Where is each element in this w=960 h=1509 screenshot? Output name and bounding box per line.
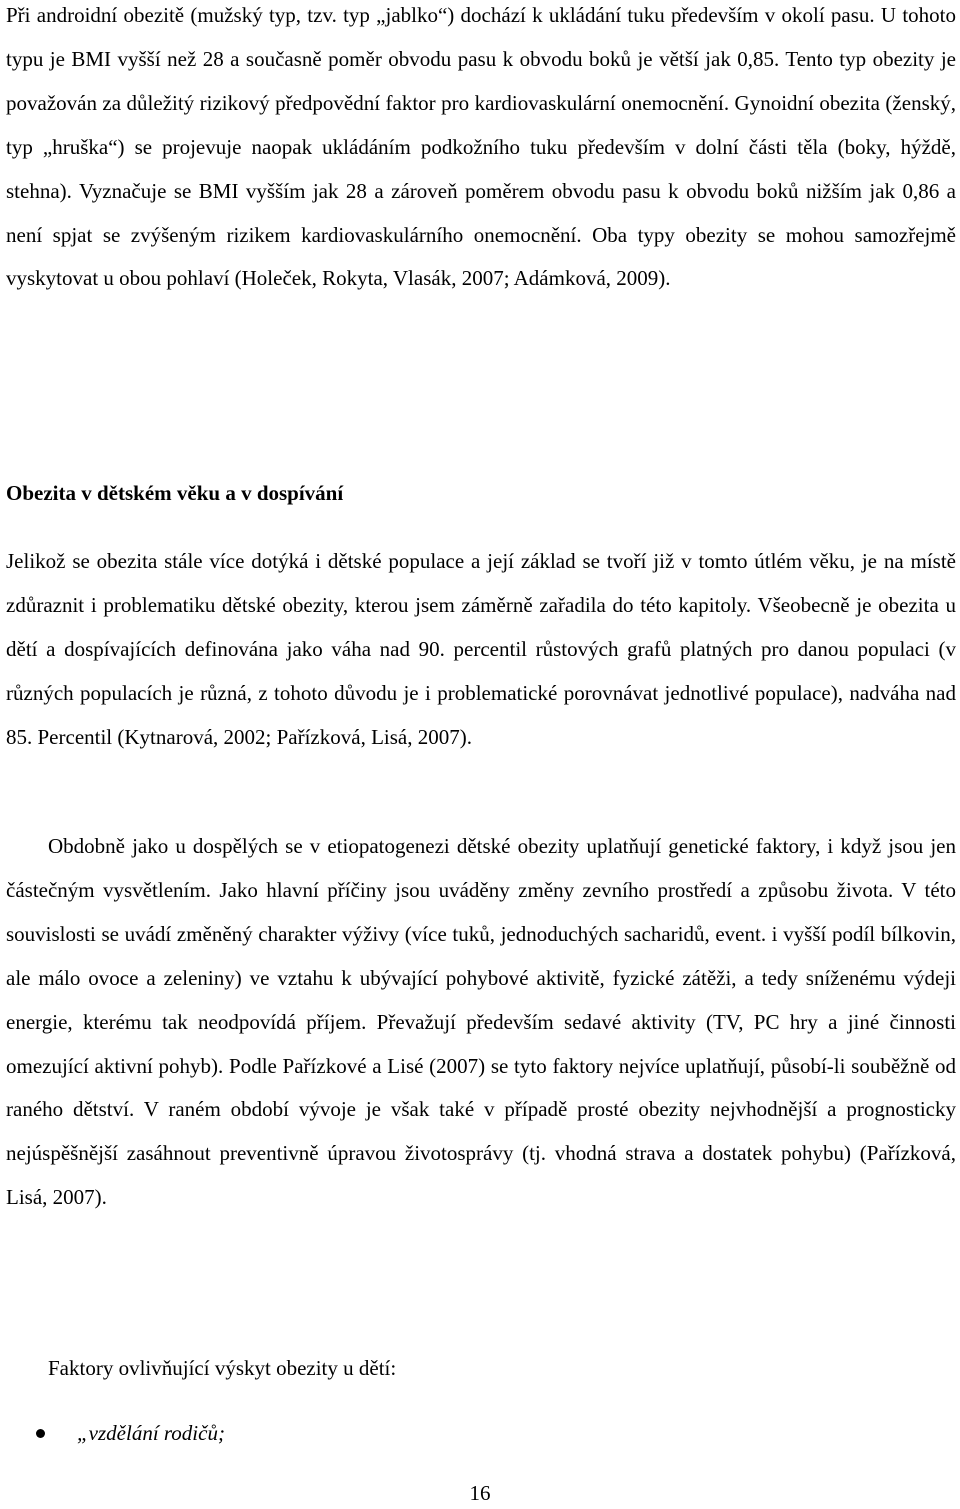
factors-intro: Faktory ovlivňující výskyt obezity u dětí: [48,1356,397,1380]
section-heading: Obezita v dětském věku a v dospívání [6,481,344,505]
page-number: 16 [469,1481,491,1505]
bullet-list-item [36,1413,225,1453]
paragraph-childhood-definition: Jelikož se obezita stále více dotýká i dětské populace a její základ se tvoří již v tomto útlém věku, je na místě zdůraznit i problematiku dětské obezity, kterou jsem záměrně zařadila do této kapitoly. Všeobecně je obezita u dětí a dospívajících definována jako váha nad 90. percentil růstových grafů platných pro danou populaci (v různých populacích je různá, z tohoto důvodu je i problematické porovnávat jednotlivé populace), nadváha nad 85. Percentil (Kytnarová, 2002; Pařízková, Lisá, 2007). [6,549,956,749]
bullet-icon [36,1429,45,1438]
paragraph-obesity-types: Při androidní obezitě (mužský typ, tzv. typ „jablko“) dochází k ukládání tuku především v okolí pasu. U tohoto typu je BMI vyšší než 28 a současně poměr obvodu pasu k obvodu boků je větší jak 0,85. Tento typ obezity je považován za důležitý rizikový předpovědní faktor pro kardiovaskulární onemocnění. Gynoidní obezita (ženský, typ „hruška“) se projevuje naopak ukládáním podkožního tuku především v dolní části těla (boky, hýždě, stehna). Vyznačuje se BMI vyšším jak 28 a zároveň poměrem obvodu pasu k obvodu boků nižším jak 0,86 a není spjat se zvýšeným rizikem kardiovaskulárního onemocnění. Oba typy obezity se mohou samozřejmě vyskytovat u obou pohlaví (Holeček, Rokyta, Vlasák, 2007; Adámková, 2009). [6,3,956,291]
paragraph-etiopathogenesis: Obdobně jako u dospělých se v etiopatogenezi dětské obezity uplatňují genetické faktory, i když jsou jen částečným vysvětlením. Jako hlavní příčiny jsou uváděny změny zevního prostředí a způsobu života. V této souvislosti se uvádí změněný charakter výživy (více tuků, jednoduchých sacharidů, event. i vyšší podíl bílkovin, ale málo ovoce a zeleniny) ve vztahu k ubývající pohybové aktivitě, fyzické zátěži, a tedy sníženému výdeji energie, kterému tak neodpovídá příjem. Převažují především sedavé aktivity (TV, PC hry a jiné činnosti omezující aktivní pohyb). Podle Pařízkové a Lisé (2007) se tyto faktory nejvíce uplatňují, působí-li souběžně od raného dětství. V raném období vývoje je však také v případě prosté obezity nejvhodnější a prognosticky nejúspěšnější zasáhnout preventivně úpravou životosprávy (tj. vhodná strava a dostatek pohybu) (Pařízková, Lisá, 2007). [6,834,956,1210]
bullet-item-text: „vzdělání rodičů; [77,1421,225,1445]
